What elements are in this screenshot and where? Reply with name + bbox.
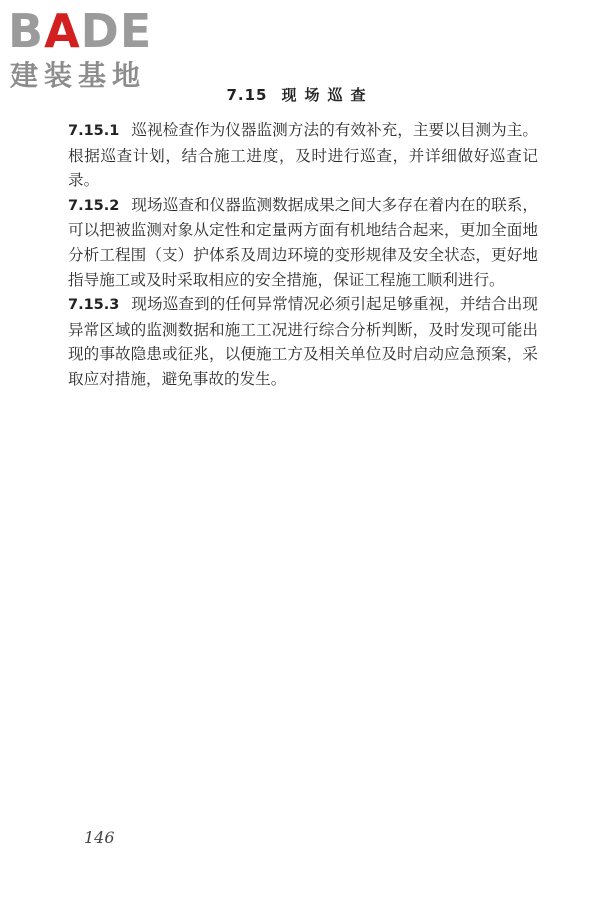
clause-number: 7.15.2 (68, 197, 120, 214)
logo-wordmark: BADE (8, 4, 153, 58)
clause-paragraph (68, 118, 538, 193)
page-number: 146 (84, 828, 115, 847)
section-heading (0, 84, 600, 106)
clause-number: 7.15.3 (68, 297, 120, 314)
clause-text: 巡视检查作为仪器监测方法的有效补充，主要以目测为主。根据巡查计划，结合施工进度，及时进行巡查，并详细做好巡查记录。 (68, 121, 538, 190)
clause-paragraph (68, 193, 538, 292)
logo-accent-letter: A (44, 4, 81, 58)
clause-text: 现场巡查到的任何异常情况必须引起足够重视，并结合出现异常区域的监测数据和施工工况进行综合分析判断，及时发现可能出现的事故隐患或征兆，以便施工方及相关单位及时启动应急预案，采取应对措施，避免事故的发生。 (68, 295, 538, 388)
clauses-body (68, 118, 538, 392)
section-title-text: 现场巡查 (281, 86, 374, 104)
clause-text: 现场巡查和仪器监测数据成果之间大多存在着内在的联系，可以把被监测对象从定性和定量两方面有机地结合起来，更加全面地分析工程围（支）护体系及周边环境的变形规律及安全状态，更好地指导施工或及时采取相应的安全措施，保证工程施工顺利进行。 (68, 195, 538, 289)
section-number: 7.15 (226, 86, 268, 104)
clause-paragraph (68, 292, 538, 391)
clause-number: 7.15.1 (68, 123, 120, 139)
logo-subtitle: 建装基地 (10, 59, 147, 92)
bade-logo (8, 6, 178, 92)
